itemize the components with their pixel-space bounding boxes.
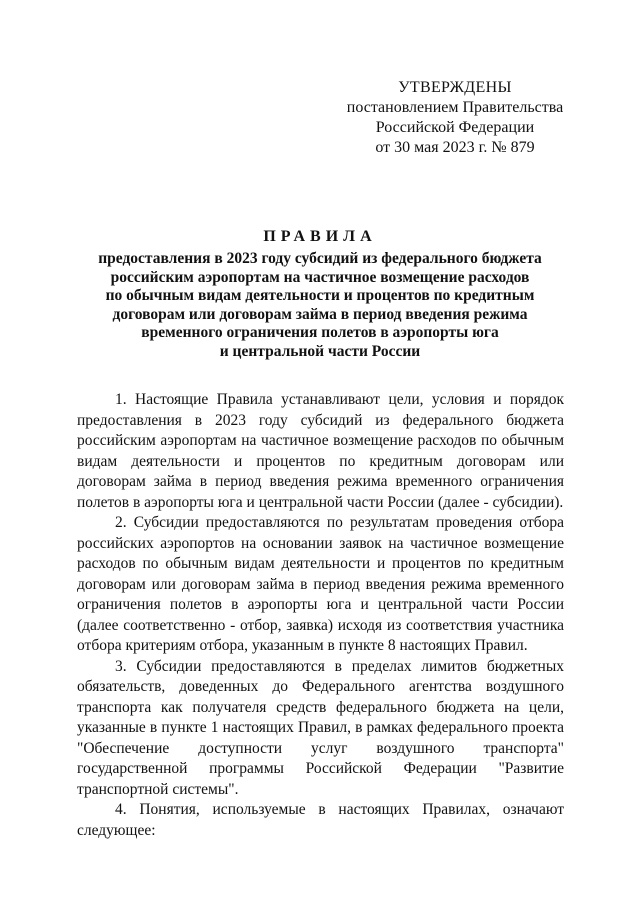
subtitle-line: российским аэропортам на частичное возмещение расходов [110,268,530,286]
subtitle-line: предоставления в 2023 году субсидий из федерального бюджета [98,250,542,267]
approval-heading: УТВЕРЖДЕНЫ [398,79,512,96]
subtitle-line: временного ограничения полетов в аэропорты юга [141,324,499,341]
approval-line-3: от 30 мая 2023 г. № 879 [375,139,535,156]
subtitle-line: и центральной части России [219,342,421,360]
approval-line-2: Российской Федерации [375,119,535,136]
paragraph-2: 2. Субсидии предоставляются по результатам проведения отбора российских аэропортов на основании заявок на частичное возмещение расходов по обычным видам деятельности и процентов по кредитным договорам или договорам займа в период введения режима временного ограничения полетов в аэропорты юга и центральной части России (далее соответственно - отбор, заявка) исходя из соответствия участника отбора критериям отбора, указанным в пункте 8 настоящих Правил. [77,514,564,654]
document-subtitle [60,250,580,361]
paragraph-4: 4. Понятия, используемые в настоящих Правилах, означают следующее: [77,801,564,839]
paragraph-3: 3. Субсидии предоставляются в пределах лимитов бюджетных обязательств, доведенных до Федерального агентства воздушного транспорта как получателя средств федерального бюджета на цели, указанные в пункте 1 настоящих Правил, в рамках федерального проекта "Обеспечение доступности услуг воздушного транспорта" государственной программы Российской Федерации "Развитие транспортной системы". [77,657,564,798]
document-body [77,390,564,841]
document-title: ПРАВИЛА [263,228,377,245]
approval-line-1: постановлением Правительства [346,99,564,116]
subtitle-line: договорам или договорам займа в период введения режима [112,305,528,323]
subtitle-line: по обычным видам деятельности и процентов по кредитным [105,287,535,304]
paragraph-1: 1. Настоящие Правила устанавливают цели, условия и порядок предоставления в 2023 году субсидий из федерального бюджета российским аэропортам на частичное возмещение расходов по обычным видам деятельности и процентов по кредитным договорам или договорам займа в период введения режима временного ограничения полетов в аэропорты юга и центральной части России (далее - субсидии). [77,391,564,511]
approval-stamp [340,78,570,158]
